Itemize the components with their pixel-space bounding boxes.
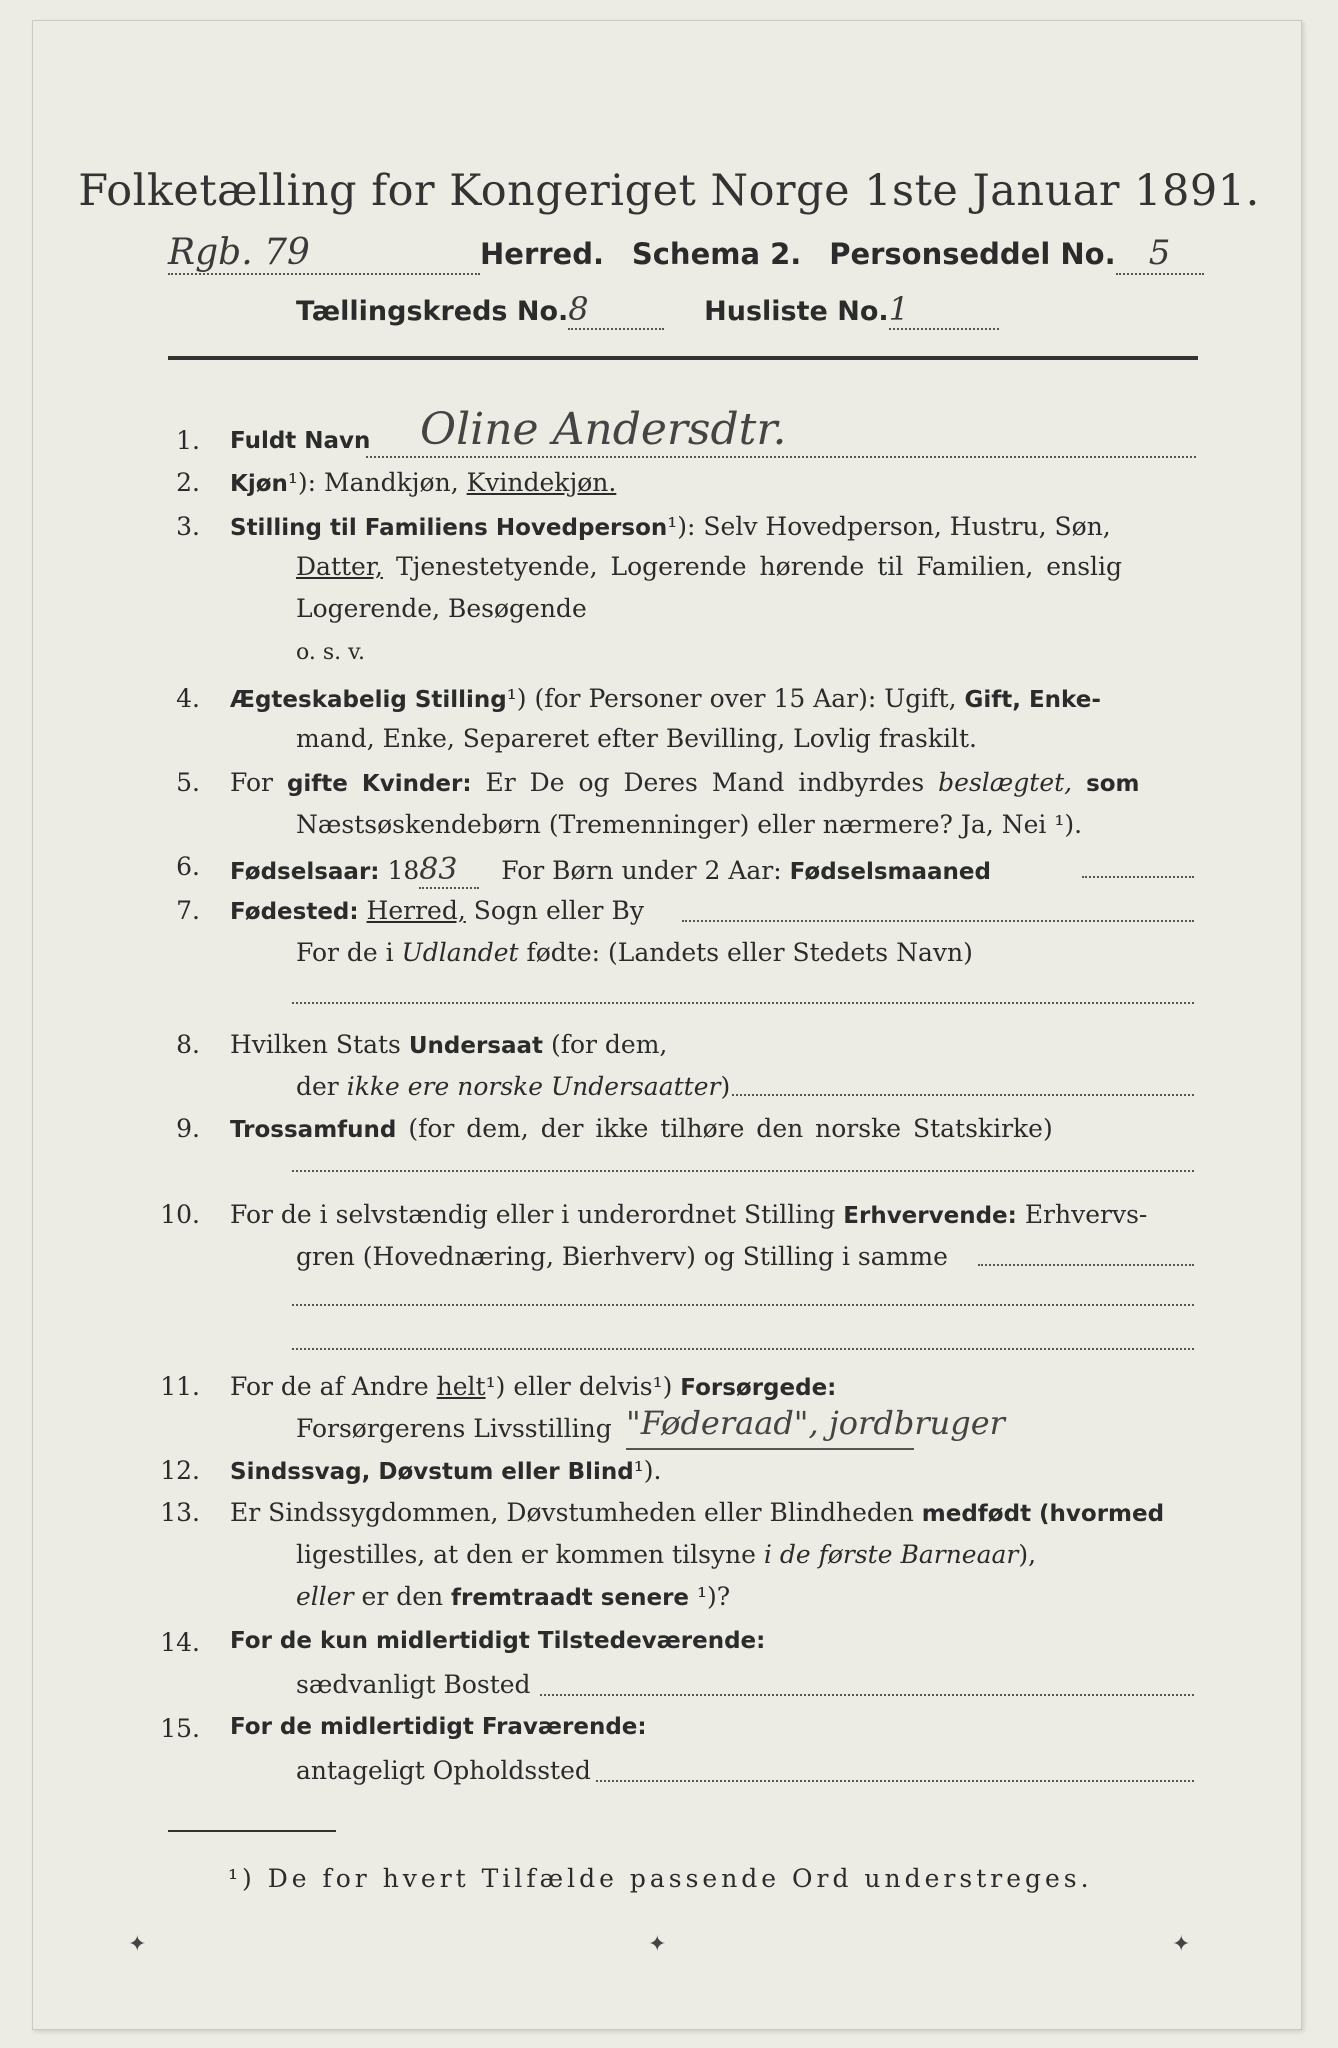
q11-handwritten-occupation: "Føderaad", jordbruger <box>626 1404 1005 1442</box>
q11-delvis: delvis <box>578 1372 653 1401</box>
q3-line1 <box>230 512 1111 541</box>
kreds-label: Tællingskreds No. <box>296 296 569 327</box>
q14-bosted-label: sædvanligt Bosted <box>296 1670 531 1699</box>
herred-value: Rgb. 79 <box>168 232 480 275</box>
q5-line2: Næstsøskendebørn (Tremenninger) eller nærmere? Ja, Nei ¹). <box>296 810 1083 839</box>
q5-som: som <box>1086 771 1140 797</box>
q13-barneaar: i de første Barneaar <box>763 1540 1019 1569</box>
header-divider <box>168 356 1198 360</box>
q4-number: 4. <box>176 684 200 713</box>
q5-beslaegtet: beslægtet, <box>938 768 1073 797</box>
q4-text: (for Personer over 15 Aar): Ugift, <box>534 684 957 713</box>
center-mark: ✦ <box>648 1932 667 1957</box>
q4-option-enke: Enke- <box>1028 687 1101 713</box>
q12-label: Sindssvag, Døvstum eller Blind <box>230 1459 634 1485</box>
kreds-value: 8 <box>568 290 664 330</box>
footnote-divider <box>168 1830 336 1832</box>
q8-number: 8. <box>176 1030 200 1059</box>
q6-century: 18 <box>387 856 420 885</box>
q5-question: Er De og Deres Mand indbyrdes <box>485 768 925 797</box>
q4-line2: mand, Enke, Separeret efter Bevilling, Lovlig fraskilt. <box>296 724 977 753</box>
schema-label: Schema 2. <box>631 237 802 271</box>
q6-children-text: For Børn under 2 Aar: <box>501 856 782 885</box>
q2-footnote-ref: ¹): <box>287 468 317 497</box>
q7-label: Fødested: <box>230 899 359 925</box>
q7-answer-line <box>682 920 1194 922</box>
q5-number: 5. <box>176 768 200 797</box>
q8-line1 <box>230 1030 667 1059</box>
q15-label: For de midlertidigt Fraværende: <box>230 1714 647 1740</box>
herred-label: Herred. <box>480 237 604 271</box>
q7-line2 <box>296 938 973 967</box>
q11-helt: helt <box>436 1372 486 1401</box>
q7-number: 7. <box>176 896 200 925</box>
q14-number: 14. <box>160 1628 200 1657</box>
q3-osv: o. s. v. <box>296 640 365 665</box>
q5-line1 <box>230 768 1140 797</box>
q11-ref: ¹) <box>652 1372 673 1401</box>
q7-option-herred: Herred, <box>366 896 466 925</box>
q14-answer-line <box>540 1694 1194 1696</box>
q3-line2 <box>296 552 1122 581</box>
q6-label: Fødselsaar: <box>230 859 380 885</box>
q2-option-female: Kvindekjøn. <box>466 468 617 497</box>
q13-line2 <box>296 1540 1036 1569</box>
q6-handwritten-year: 83 <box>419 852 479 889</box>
q2-label: Kjøn <box>230 471 288 497</box>
q9-line <box>230 1114 1053 1143</box>
q8-undersaat: Undersaat <box>408 1033 544 1059</box>
header-line-herred <box>168 232 1204 275</box>
q8-ikke-norske: ikke ere norske Undersaatter <box>346 1072 721 1101</box>
q4-label: Ægteskabelig Stilling <box>230 687 507 713</box>
q9-answer-line <box>292 1170 1194 1172</box>
q13-line3 <box>296 1582 730 1611</box>
q12-line <box>230 1456 662 1485</box>
q7-abroad-2: Udlandet <box>401 938 519 967</box>
q2-number: 2. <box>176 468 200 497</box>
q12-footnote-ref: ¹). <box>633 1456 662 1485</box>
q13-text-1: Er Sindssygdommen, Døvstumheden eller Blindheden <box>230 1498 914 1527</box>
q13-medfodt: medfødt <box>921 1501 1032 1527</box>
q13-fremtraadt: fremtraadt senere <box>451 1585 690 1611</box>
header-line-kreds <box>296 290 999 330</box>
q10-text-2: Erhvervs- <box>1024 1200 1148 1229</box>
q11-number: 11. <box>160 1372 200 1401</box>
q1-answer-line <box>366 456 1196 458</box>
q14-label: For de kun midlertidigt Tilstedeværende: <box>230 1628 766 1654</box>
q10-line2: gren (Hovednæring, Bierhverv) og Stilling i samme <box>296 1242 948 1271</box>
q7-options: Sogn eller By <box>473 896 644 925</box>
q10-answer-line-1 <box>978 1264 1194 1266</box>
q10-line1 <box>230 1200 1147 1229</box>
q10-text-1: For de i selvstændig eller i underordnet Stilling <box>230 1200 836 1229</box>
q10-number: 10. <box>160 1200 200 1229</box>
husliste-value: 1 <box>889 290 999 330</box>
q10-erhvervende: Erhvervende: <box>843 1203 1017 1229</box>
q15-answer-line <box>596 1780 1194 1782</box>
q3-options-2: Tjenestetyende, Logerende hørende til Familien, enslig <box>395 552 1123 581</box>
q6-birth-month-label: Fødselsmaaned <box>789 859 991 885</box>
q7-line1 <box>230 896 644 925</box>
q2-option-male: Mandkjøn, <box>324 468 459 497</box>
q3-options-3: Logerende, Besøgende <box>296 594 587 623</box>
q11-forsorgede: Forsørgede: <box>680 1375 837 1401</box>
q10-answer-line-3 <box>292 1348 1194 1350</box>
q9-number: 9. <box>176 1114 200 1143</box>
corner-mark-right: ✦ <box>1172 1932 1191 1957</box>
q7-abroad-1: For de i <box>296 938 394 967</box>
q8-answer-line <box>732 1094 1194 1096</box>
q11-text-1: For de af Andre <box>230 1372 429 1401</box>
personseddel-value: 5 <box>1116 233 1204 275</box>
q9-label: Trossamfund <box>230 1117 397 1143</box>
q3-option-datter: Datter, <box>296 552 383 581</box>
q6-line <box>230 852 991 889</box>
q13-hvormed: (hvormed <box>1039 1501 1165 1527</box>
footnote: ¹) De for hvert Tilfælde passende Ord understreges. <box>228 1864 1093 1893</box>
q3-options-1: Selv Hovedperson, Hustru, Søn, <box>703 512 1111 541</box>
q6-number: 6. <box>176 852 200 881</box>
q2-line <box>230 468 616 497</box>
q1-handwritten-name: Oline Andersdtr. <box>420 404 787 455</box>
q7-abroad-3: fødte: (Landets eller Stedets Navn) <box>526 938 973 967</box>
q3-footnote-ref: ¹): <box>667 512 696 541</box>
q13-text-2: ligestilles, at den er kommen tilsyne <box>296 1540 756 1569</box>
corner-mark-left: ✦ <box>128 1932 147 1957</box>
q4-option-gift: Gift, <box>964 687 1022 713</box>
q3-number: 3. <box>176 512 200 541</box>
q13-er-den: er den <box>361 1582 444 1611</box>
q8-text-1: Hvilken Stats <box>230 1030 401 1059</box>
q12-number: 12. <box>160 1456 200 1485</box>
q11-answer-underline <box>626 1448 914 1450</box>
personseddel-label: Personseddel No. <box>829 237 1116 271</box>
q4-line1 <box>230 684 1101 713</box>
q6-month-line <box>1082 876 1194 878</box>
q13-ref: ¹)? <box>696 1582 731 1611</box>
q15-opholdssted-label: antageligt Opholdssted <box>296 1756 591 1785</box>
q13-paren: ), <box>1018 1540 1037 1569</box>
q13-line1 <box>230 1498 1164 1527</box>
q3-label: Stilling til Familiens Hovedperson <box>230 515 668 541</box>
q10-answer-line-2 <box>292 1304 1194 1306</box>
q1-number: 1. <box>176 426 200 455</box>
q11-line1 <box>230 1372 836 1401</box>
q8-der: der <box>296 1072 339 1101</box>
husliste-label: Husliste No. <box>704 296 889 327</box>
q7-abroad-line <box>292 1002 1194 1004</box>
q5-gifte-kvinder: gifte Kvinder: <box>286 771 472 797</box>
q15-number: 15. <box>160 1714 200 1743</box>
q4-footnote-ref: ¹) <box>506 684 527 713</box>
q9-text: (for dem, der ikke tilhøre den norske Statskirke) <box>408 1114 1053 1143</box>
q8-text-2: (for dem, <box>550 1030 668 1059</box>
q8-line2 <box>296 1072 730 1101</box>
q5-for: For <box>230 768 273 797</box>
q1-label: Fuldt Navn <box>230 428 371 454</box>
q13-eller: eller <box>296 1582 354 1611</box>
q11-text-2: ¹) eller <box>485 1372 571 1401</box>
q11-livsstilling-label: Forsørgerens Livsstilling <box>296 1414 612 1443</box>
q13-number: 13. <box>160 1498 200 1527</box>
q8-paren: ) <box>720 1072 731 1101</box>
form-title: Folketælling for Kongeriget Norge 1ste Januar 1891. <box>78 166 1260 216</box>
